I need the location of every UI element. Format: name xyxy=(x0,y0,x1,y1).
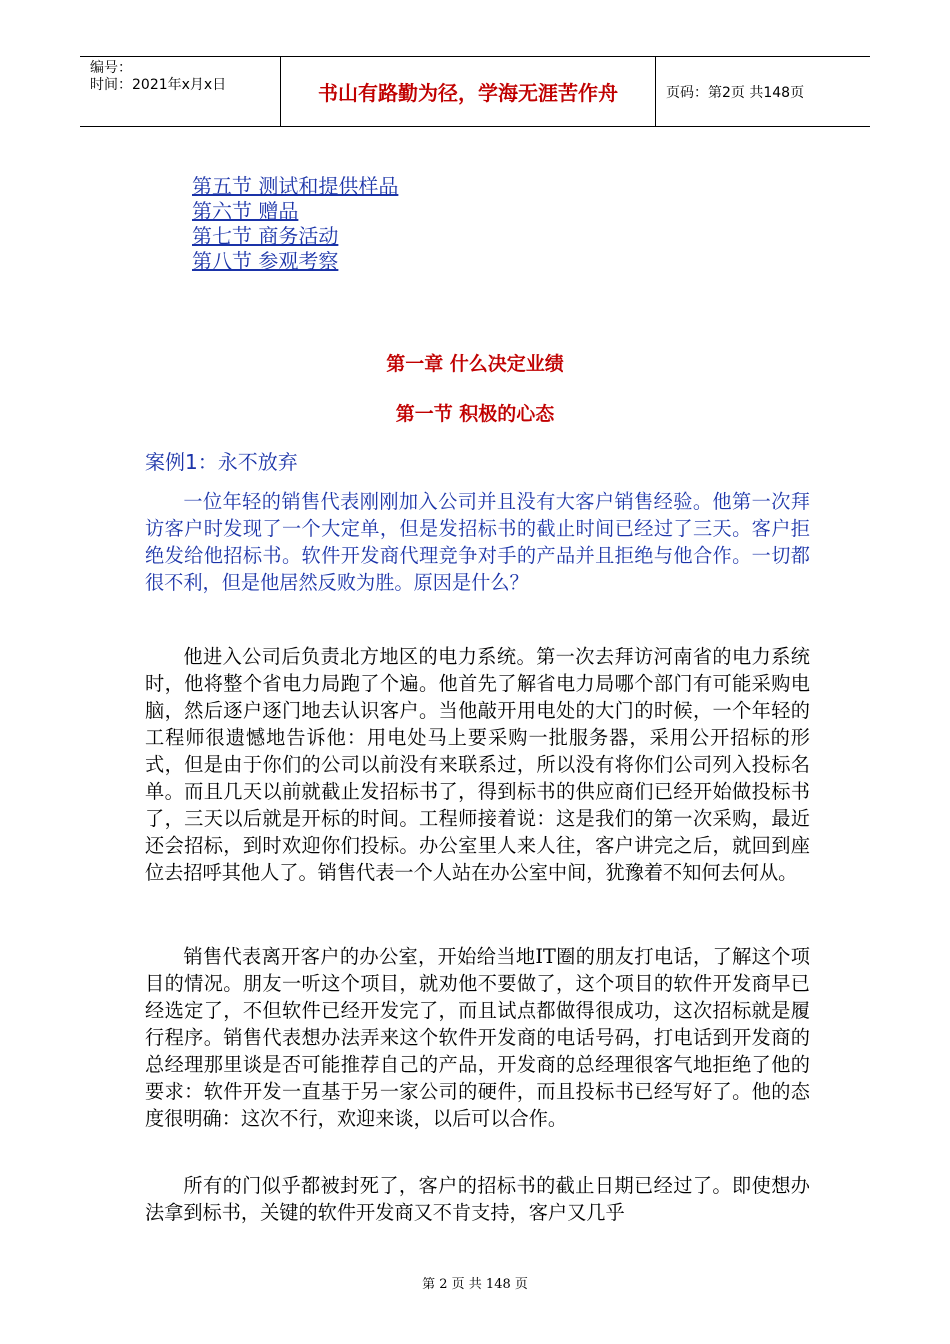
page-header xyxy=(80,56,870,127)
header-page-number: 页码：第2页 共148页 xyxy=(666,84,805,101)
document-number-label: 编号： xyxy=(90,60,132,76)
body-paragraph: 所有的门似乎都被封死了，客户的招标书的截止日期已经过了。即使想办法拿到标书，关键的软件开发商又不肯支持，客户又几乎 xyxy=(145,1174,810,1224)
page-footer: 第 2 页 共 148 页 xyxy=(422,1277,528,1292)
document-date: 时间：2021年x月x日 xyxy=(90,77,227,93)
header-meta xyxy=(80,57,281,126)
body-paragraph: 一位年轻的销售代表刚刚加入公司并且没有大客户销售经验。他第一次拜访客户时发现了一个大定单，但是发招标书的截止时间已经过了三天。客户拒绝发给他招标书。软件开发商代理竞争对手的产品并且拒绝与他合作。一切都很不利，但是他居然反败为胜。原因是什么？ xyxy=(145,490,810,594)
body-paragraph: 销售代表离开客户的办公室，开始给当地IT圈的朋友打电话，了解这个项目的情况。朋友一听这个项目，就劝他不要做了，这个项目的软件开发商早已经选定了，不但软件已经开发完了，而且试点都做得很成功，这次招标就是履行程序。销售代表想办法弄来这个软件开发商的电话号码，打电话到开发商的总经理那里谈是否可能推荐自己的产品，开发商的总经理很客气地拒绝了他的要求：软件开发一直基于另一家公司的硬件，而且投标书已经写好了。他的态度很明确：这次不行，欢迎来谈，以后可以合作。 xyxy=(145,945,810,1130)
toc-link[interactable]: 第八节 参观考察 xyxy=(192,249,339,273)
toc-link[interactable]: 第七节 商务活动 xyxy=(192,224,339,248)
toc-link[interactable]: 第五节 测试和提供样品 xyxy=(192,174,399,198)
section-title: 第一节 积极的心态 xyxy=(395,403,555,425)
toc-link[interactable]: 第六节 赠品 xyxy=(192,199,299,223)
case-title: 案例1：永不放弃 xyxy=(145,450,298,474)
chapter-title: 第一章 什么决定业绩 xyxy=(386,353,564,375)
table-of-contents xyxy=(192,174,398,274)
header-motto: 书山有路勤为径，学海无涯苦作舟 xyxy=(281,57,656,126)
body-paragraph: 他进入公司后负责北方地区的电力系统。第一次去拜访河南省的电力系统时，他将整个省电力局跑了个遍。他首先了解省电力局哪个部门有可能采购电脑，然后逐户逐门地去认识客户。当他敲开用电处的大门的时候，一个年轻的工程师很遗憾地告诉他：用电处马上要采购一批服务器，采用公开招标的形式，但是由于你们的公司以前没有来联系过，所以没有将你们公司列入投标名单。而且几天以前就截止发招标书了，得到标书的供应商们已经开始做投标书了，三天以后就是开标的时间。工程师接着说：这是我们的第一次采购，最近还会招标，到时欢迎你们投标。办公室里人来人往，客户讲完之后，就回到座位去招呼其他人了。销售代表一个人站在办公室中间，犹豫着不知何去何从。 xyxy=(145,645,810,884)
